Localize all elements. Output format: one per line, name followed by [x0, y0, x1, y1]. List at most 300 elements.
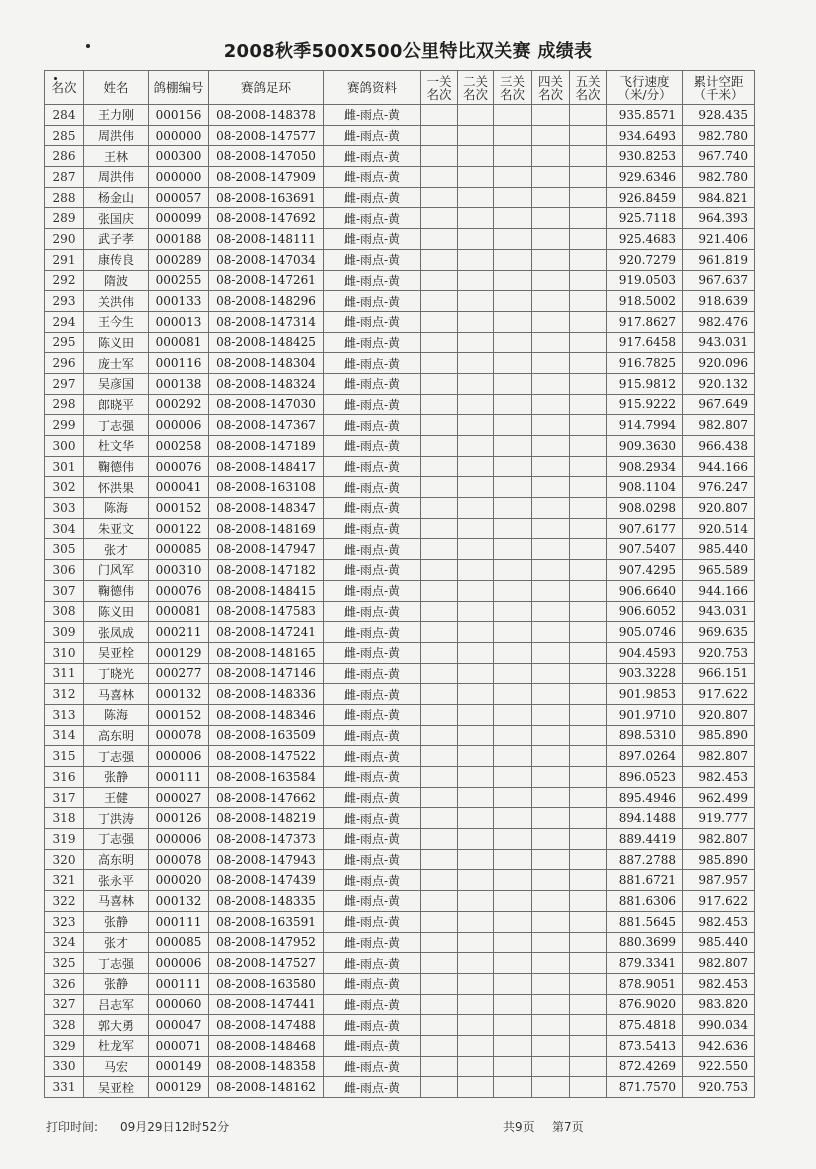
stage1-cell — [421, 456, 458, 477]
footer-current-page: 第7页 — [552, 1120, 584, 1134]
stage4-cell — [532, 663, 570, 684]
info-cell: 雌-雨点-黄 — [324, 311, 421, 332]
stage3-cell — [494, 684, 532, 705]
ring-cell: 08-2008-163591 — [209, 911, 324, 932]
ring-cell: 08-2008-147909 — [209, 167, 324, 188]
stage3-cell — [494, 622, 532, 643]
table-row — [45, 249, 755, 270]
ring-cell: 08-2008-147373 — [209, 829, 324, 850]
stage3-cell — [494, 829, 532, 850]
loft-cell: 000152 — [149, 498, 209, 519]
header-rank: 名次 — [45, 71, 84, 105]
info-cell: 雌-雨点-黄 — [324, 725, 421, 746]
stage4-cell — [532, 208, 570, 229]
stage5-cell — [570, 208, 607, 229]
distance-cell: 920.132 — [683, 373, 755, 394]
name-cell: 王林 — [84, 146, 149, 167]
stage1-cell — [421, 187, 458, 208]
loft-cell: 000122 — [149, 518, 209, 539]
info-cell: 雌-雨点-黄 — [324, 167, 421, 188]
stage4-cell — [532, 394, 570, 415]
ring-cell: 08-2008-147314 — [209, 311, 324, 332]
header-distance: 累计空距（千米） — [683, 71, 755, 105]
table-row — [45, 477, 755, 498]
distance-cell: 982.807 — [683, 953, 755, 974]
distance-cell: 928.435 — [683, 105, 755, 126]
stage5-cell — [570, 498, 607, 519]
distance-cell: 985.440 — [683, 932, 755, 953]
table-row — [45, 518, 755, 539]
rank-cell: 311 — [45, 663, 84, 684]
stage1-cell — [421, 353, 458, 374]
stage1-cell — [421, 663, 458, 684]
speed-cell: 909.3630 — [607, 436, 683, 457]
name-cell: 马喜林 — [84, 891, 149, 912]
name-cell: 丁志强 — [84, 829, 149, 850]
distance-cell: 985.440 — [683, 539, 755, 560]
info-cell: 雌-雨点-黄 — [324, 539, 421, 560]
name-cell: 郎晓平 — [84, 394, 149, 415]
stage3-cell — [494, 518, 532, 539]
distance-cell: 920.096 — [683, 353, 755, 374]
name-cell: 吕志军 — [84, 994, 149, 1015]
distance-cell: 982.476 — [683, 311, 755, 332]
name-cell: 张国庆 — [84, 208, 149, 229]
stage2-cell — [458, 353, 494, 374]
speed-cell: 903.3228 — [607, 663, 683, 684]
stage5-cell — [570, 332, 607, 353]
info-cell: 雌-雨点-黄 — [324, 332, 421, 353]
rank-cell: 328 — [45, 1015, 84, 1036]
stage3-cell — [494, 353, 532, 374]
stage2-cell — [458, 849, 494, 870]
distance-cell: 976.247 — [683, 477, 755, 498]
stage4-cell — [532, 518, 570, 539]
rank-cell: 331 — [45, 1077, 84, 1098]
stage5-cell — [570, 1035, 607, 1056]
stage5-cell — [570, 436, 607, 457]
table-row — [45, 436, 755, 457]
name-cell: 张永平 — [84, 870, 149, 891]
stage4-cell — [532, 787, 570, 808]
rank-cell: 326 — [45, 973, 84, 994]
rank-cell: 295 — [45, 332, 84, 353]
loft-cell: 000000 — [149, 125, 209, 146]
stage2-cell — [458, 249, 494, 270]
rank-cell: 304 — [45, 518, 84, 539]
stage3-cell — [494, 746, 532, 767]
name-cell: 丁志强 — [84, 415, 149, 436]
speed-cell: 871.7570 — [607, 1077, 683, 1098]
stage4-cell — [532, 849, 570, 870]
rank-cell: 298 — [45, 394, 84, 415]
name-cell: 康传良 — [84, 249, 149, 270]
stage1-cell — [421, 725, 458, 746]
loft-cell: 000076 — [149, 456, 209, 477]
stage5-cell — [570, 270, 607, 291]
rank-cell: 299 — [45, 415, 84, 436]
loft-cell: 000006 — [149, 953, 209, 974]
stage3-cell — [494, 167, 532, 188]
distance-cell: 966.151 — [683, 663, 755, 684]
stage5-cell — [570, 311, 607, 332]
header-stage2: 二关名次 — [458, 71, 494, 105]
stage5-cell — [570, 746, 607, 767]
name-cell: 丁晓光 — [84, 663, 149, 684]
header-stage4: 四关名次 — [532, 71, 570, 105]
stage1-cell — [421, 787, 458, 808]
ring-cell: 08-2008-147441 — [209, 994, 324, 1015]
stage1-cell — [421, 208, 458, 229]
table-row — [45, 911, 755, 932]
stage3-cell — [494, 311, 532, 332]
distance-cell: 917.622 — [683, 684, 755, 705]
stage3-cell — [494, 870, 532, 891]
stage2-cell — [458, 953, 494, 974]
table-row — [45, 353, 755, 374]
stage5-cell — [570, 808, 607, 829]
stage5-cell — [570, 663, 607, 684]
distance-cell: 990.034 — [683, 1015, 755, 1036]
loft-cell: 000133 — [149, 291, 209, 312]
table-row — [45, 932, 755, 953]
rank-cell: 292 — [45, 270, 84, 291]
speed-cell: 935.8571 — [607, 105, 683, 126]
loft-cell: 000138 — [149, 373, 209, 394]
stage2-cell — [458, 518, 494, 539]
stage5-cell — [570, 229, 607, 250]
name-cell: 张才 — [84, 932, 149, 953]
stage5-cell — [570, 787, 607, 808]
loft-cell: 000041 — [149, 477, 209, 498]
stage3-cell — [494, 787, 532, 808]
stage3-cell — [494, 146, 532, 167]
stage3-cell — [494, 1077, 532, 1098]
loft-cell: 000188 — [149, 229, 209, 250]
distance-cell: 964.393 — [683, 208, 755, 229]
stage3-cell — [494, 953, 532, 974]
stage3-cell — [494, 1015, 532, 1036]
distance-cell: 983.820 — [683, 994, 755, 1015]
speed-cell: 904.4593 — [607, 642, 683, 663]
ring-cell: 08-2008-163691 — [209, 187, 324, 208]
loft-cell: 000099 — [149, 208, 209, 229]
info-cell: 雌-雨点-黄 — [324, 622, 421, 643]
speed-cell: 878.9051 — [607, 973, 683, 994]
stage5-cell — [570, 953, 607, 974]
loft-cell: 000129 — [149, 1077, 209, 1098]
name-cell: 张凤成 — [84, 622, 149, 643]
stage2-cell — [458, 456, 494, 477]
stage2-cell — [458, 477, 494, 498]
name-cell: 周洪伟 — [84, 125, 149, 146]
ring-cell: 08-2008-147692 — [209, 208, 324, 229]
info-cell: 雌-雨点-黄 — [324, 767, 421, 788]
ring-cell: 08-2008-147050 — [209, 146, 324, 167]
speed-cell: 925.7118 — [607, 208, 683, 229]
info-cell: 雌-雨点-黄 — [324, 1035, 421, 1056]
loft-cell: 000000 — [149, 167, 209, 188]
stage5-cell — [570, 622, 607, 643]
speed-cell: 926.8459 — [607, 187, 683, 208]
rank-cell: 284 — [45, 105, 84, 126]
info-cell: 雌-雨点-黄 — [324, 415, 421, 436]
distance-cell: 918.639 — [683, 291, 755, 312]
stage1-cell — [421, 642, 458, 663]
speed-cell: 908.2934 — [607, 456, 683, 477]
ring-cell: 08-2008-147662 — [209, 787, 324, 808]
stage4-cell — [532, 373, 570, 394]
speed-cell: 919.0503 — [607, 270, 683, 291]
stage3-cell — [494, 642, 532, 663]
rank-cell: 291 — [45, 249, 84, 270]
stage4-cell — [532, 249, 570, 270]
stage2-cell — [458, 105, 494, 126]
stage3-cell — [494, 849, 532, 870]
stage2-cell — [458, 808, 494, 829]
loft-cell: 000047 — [149, 1015, 209, 1036]
ring-cell: 08-2008-148346 — [209, 704, 324, 725]
stage1-cell — [421, 167, 458, 188]
distance-cell: 982.453 — [683, 767, 755, 788]
loft-cell: 000057 — [149, 187, 209, 208]
info-cell: 雌-雨点-黄 — [324, 125, 421, 146]
stage5-cell — [570, 167, 607, 188]
info-cell: 雌-雨点-黄 — [324, 870, 421, 891]
table-row — [45, 767, 755, 788]
info-cell: 雌-雨点-黄 — [324, 436, 421, 457]
stage3-cell — [494, 560, 532, 581]
ring-cell: 08-2008-147952 — [209, 932, 324, 953]
stage2-cell — [458, 270, 494, 291]
loft-cell: 000111 — [149, 973, 209, 994]
ring-cell: 08-2008-147030 — [209, 394, 324, 415]
info-cell: 雌-雨点-黄 — [324, 994, 421, 1015]
name-cell: 吴亚栓 — [84, 1077, 149, 1098]
rank-cell: 297 — [45, 373, 84, 394]
header-stage5: 五关名次 — [570, 71, 607, 105]
stage1-cell — [421, 849, 458, 870]
stage4-cell — [532, 767, 570, 788]
speed-cell: 896.0523 — [607, 767, 683, 788]
stage5-cell — [570, 994, 607, 1015]
info-cell: 雌-雨点-黄 — [324, 105, 421, 126]
stage2-cell — [458, 373, 494, 394]
stage4-cell — [532, 167, 570, 188]
stage4-cell — [532, 436, 570, 457]
name-cell: 丁志强 — [84, 953, 149, 974]
name-cell: 陈海 — [84, 704, 149, 725]
rank-cell: 285 — [45, 125, 84, 146]
speed-cell: 881.6721 — [607, 870, 683, 891]
speed-cell: 915.9812 — [607, 373, 683, 394]
stage3-cell — [494, 125, 532, 146]
name-cell: 马喜林 — [84, 684, 149, 705]
loft-cell: 000111 — [149, 767, 209, 788]
name-cell: 杨金山 — [84, 187, 149, 208]
stage1-cell — [421, 767, 458, 788]
stage5-cell — [570, 187, 607, 208]
table-row — [45, 394, 755, 415]
stage5-cell — [570, 560, 607, 581]
info-cell: 雌-雨点-黄 — [324, 353, 421, 374]
stage2-cell — [458, 622, 494, 643]
ring-cell: 08-2008-148111 — [209, 229, 324, 250]
table-row — [45, 870, 755, 891]
name-cell: 王健 — [84, 787, 149, 808]
rank-cell: 310 — [45, 642, 84, 663]
stage5-cell — [570, 249, 607, 270]
rank-cell: 301 — [45, 456, 84, 477]
ring-cell: 08-2008-148219 — [209, 808, 324, 829]
table-row — [45, 1056, 755, 1077]
name-cell: 吴彦国 — [84, 373, 149, 394]
name-cell: 鞠德伟 — [84, 456, 149, 477]
info-cell: 雌-雨点-黄 — [324, 249, 421, 270]
ring-cell: 08-2008-147182 — [209, 560, 324, 581]
stage2-cell — [458, 187, 494, 208]
results-body — [45, 105, 755, 1098]
table-row — [45, 746, 755, 767]
table-row — [45, 291, 755, 312]
stage1-cell — [421, 291, 458, 312]
stage3-cell — [494, 394, 532, 415]
stage3-cell — [494, 767, 532, 788]
loft-cell: 000013 — [149, 311, 209, 332]
speed-cell: 929.6346 — [607, 167, 683, 188]
table-row — [45, 146, 755, 167]
ring-cell: 08-2008-147439 — [209, 870, 324, 891]
stage1-cell — [421, 601, 458, 622]
header-stage1: 一关名次 — [421, 71, 458, 105]
stage5-cell — [570, 373, 607, 394]
ring-cell: 08-2008-148169 — [209, 518, 324, 539]
distance-cell: 969.635 — [683, 622, 755, 643]
table-row — [45, 994, 755, 1015]
results-table — [44, 70, 755, 1098]
stage5-cell — [570, 105, 607, 126]
stage4-cell — [532, 477, 570, 498]
name-cell: 吴亚栓 — [84, 642, 149, 663]
info-cell: 雌-雨点-黄 — [324, 684, 421, 705]
table-row — [45, 849, 755, 870]
stage5-cell — [570, 684, 607, 705]
info-cell: 雌-雨点-黄 — [324, 394, 421, 415]
loft-cell: 000310 — [149, 560, 209, 581]
loft-cell: 000156 — [149, 105, 209, 126]
stage2-cell — [458, 539, 494, 560]
loft-cell: 000277 — [149, 663, 209, 684]
info-cell: 雌-雨点-黄 — [324, 932, 421, 953]
header-name: 姓名 — [84, 71, 149, 105]
table-row — [45, 498, 755, 519]
stage5-cell — [570, 1077, 607, 1098]
stage1-cell — [421, 911, 458, 932]
distance-cell: 967.637 — [683, 270, 755, 291]
loft-cell: 000211 — [149, 622, 209, 643]
stage1-cell — [421, 746, 458, 767]
ring-cell: 08-2008-147583 — [209, 601, 324, 622]
distance-cell: 982.453 — [683, 973, 755, 994]
info-cell: 雌-雨点-黄 — [324, 953, 421, 974]
table-row — [45, 167, 755, 188]
stage3-cell — [494, 249, 532, 270]
stage4-cell — [532, 994, 570, 1015]
loft-cell: 000078 — [149, 849, 209, 870]
rank-cell: 309 — [45, 622, 84, 643]
loft-cell: 000149 — [149, 1056, 209, 1077]
header-stage3: 三关名次 — [494, 71, 532, 105]
rank-cell: 325 — [45, 953, 84, 974]
ring-cell: 08-2008-148335 — [209, 891, 324, 912]
speed-cell: 876.9020 — [607, 994, 683, 1015]
stage3-cell — [494, 208, 532, 229]
stage1-cell — [421, 539, 458, 560]
stage4-cell — [532, 808, 570, 829]
rank-cell: 306 — [45, 560, 84, 581]
stage1-cell — [421, 953, 458, 974]
distance-cell: 942.636 — [683, 1035, 755, 1056]
stage2-cell — [458, 580, 494, 601]
distance-cell: 943.031 — [683, 601, 755, 622]
rank-cell: 307 — [45, 580, 84, 601]
stage2-cell — [458, 642, 494, 663]
distance-cell: 921.406 — [683, 229, 755, 250]
stage2-cell — [458, 829, 494, 850]
table-row — [45, 1015, 755, 1036]
stage5-cell — [570, 580, 607, 601]
info-cell: 雌-雨点-黄 — [324, 373, 421, 394]
stage2-cell — [458, 973, 494, 994]
ring-cell: 08-2008-148336 — [209, 684, 324, 705]
name-cell: 隋波 — [84, 270, 149, 291]
stage5-cell — [570, 601, 607, 622]
stage3-cell — [494, 808, 532, 829]
stage1-cell — [421, 560, 458, 581]
stage1-cell — [421, 829, 458, 850]
stage2-cell — [458, 994, 494, 1015]
stage2-cell — [458, 787, 494, 808]
stage5-cell — [570, 394, 607, 415]
loft-cell: 000081 — [149, 332, 209, 353]
stage3-cell — [494, 704, 532, 725]
loft-cell: 000132 — [149, 891, 209, 912]
stage2-cell — [458, 498, 494, 519]
stage1-cell — [421, 477, 458, 498]
stage5-cell — [570, 125, 607, 146]
name-cell: 武子孝 — [84, 229, 149, 250]
loft-cell: 000027 — [149, 787, 209, 808]
stage1-cell — [421, 932, 458, 953]
stage4-cell — [532, 105, 570, 126]
stage2-cell — [458, 725, 494, 746]
distance-cell: 920.753 — [683, 1077, 755, 1098]
stage5-cell — [570, 146, 607, 167]
ring-cell: 08-2008-148468 — [209, 1035, 324, 1056]
stage4-cell — [532, 353, 570, 374]
speed-cell: 887.2788 — [607, 849, 683, 870]
table-row — [45, 601, 755, 622]
loft-cell: 000111 — [149, 911, 209, 932]
distance-cell: 920.753 — [683, 642, 755, 663]
stage5-cell — [570, 767, 607, 788]
info-cell: 雌-雨点-黄 — [324, 849, 421, 870]
stage2-cell — [458, 415, 494, 436]
stage3-cell — [494, 498, 532, 519]
stage3-cell — [494, 994, 532, 1015]
stage5-cell — [570, 829, 607, 850]
stage2-cell — [458, 1015, 494, 1036]
